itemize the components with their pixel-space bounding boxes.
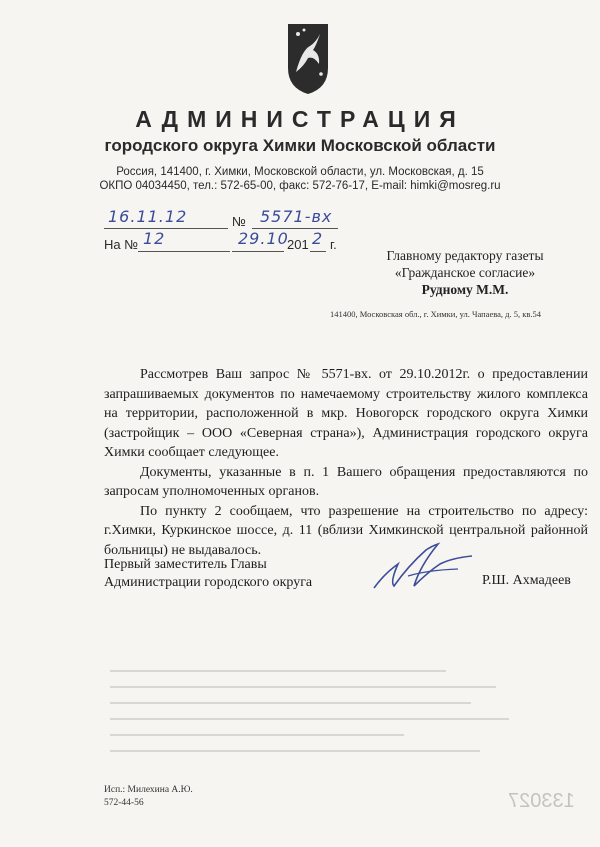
coat-of-arms-icon (286, 20, 330, 96)
year-suffix: 2 (312, 229, 324, 248)
executor-phone: 572-44-56 (104, 798, 144, 808)
executor-name: Исп.: Милехина А.Ю. (104, 785, 193, 795)
year-prefix: 201 (287, 237, 309, 252)
body-paragraph: Рассмотрев Ваш запрос № 5571-вх. от 29.10.2012г. о предоставлении запрашиваемых документов по намечаемому строительству жилого комплекса на территории, расположенной в мкр. Новогорск городского округа Химки (застройщик – ООО «Северная страна»), Администрация городского округа Химки сообщает следующее. (104, 367, 588, 460)
recipient-position: Главному редактору газеты (386, 248, 544, 263)
signatory-title: Первый заместитель Главы (104, 557, 267, 572)
body-paragraph: Документы, указанные в п. 1 Вашего обращения предоставляются по запросам уполномоченных органов. (104, 464, 588, 499)
organization-contacts: ОКПО 04034450, тел.: 572-65-00, факс: 572-76-17, E-mail: himki@mosreg.ru (99, 180, 501, 192)
outgoing-date: 16.11.12 (108, 207, 188, 226)
letter-body (104, 365, 588, 560)
reply-number: 12 (143, 229, 166, 248)
year-unit: г. (330, 237, 337, 252)
reply-date-underline (232, 251, 284, 252)
reply-number-underline (138, 251, 230, 252)
signatory-name: Р.Ш. Ахмадеев (482, 573, 571, 588)
handwritten-signature (368, 536, 478, 596)
bleed-through-text (110, 656, 530, 766)
recipient-newspaper: «Гражданское согласие» (394, 265, 536, 280)
reply-date: 29.10 (238, 229, 289, 248)
registration-stamp-number: 133027 (508, 790, 575, 812)
organization-subtitle: городского округа Химки Московской области (104, 136, 496, 155)
recipient-address: 141400, Московская обл., г. Химки, ул. Чапаева, д. 5, кв.54 (330, 309, 541, 319)
recipient-name: Рудному М.М. (421, 282, 509, 297)
organization-title: АДМИНИСТРАЦИЯ (135, 106, 465, 132)
outgoing-number: 5571-вх (260, 207, 333, 226)
number-label: № (232, 214, 246, 229)
body-paragraph: По пункту 2 сообщаем, что разрешение на строительство по адресу: г.Химки, Куркинское шоссе, д. 11 (вблизи Химкинской центральной районной больницы) не выдавалось. (104, 503, 588, 558)
signatory-organization: Администрации городского округа (104, 575, 313, 590)
date-underline (104, 228, 228, 229)
reply-label: На № (104, 237, 139, 252)
year-underline (310, 251, 326, 252)
organization-address: Россия, 141400, г. Химки, Московской области, ул. Московская, д. 15 (116, 166, 484, 178)
